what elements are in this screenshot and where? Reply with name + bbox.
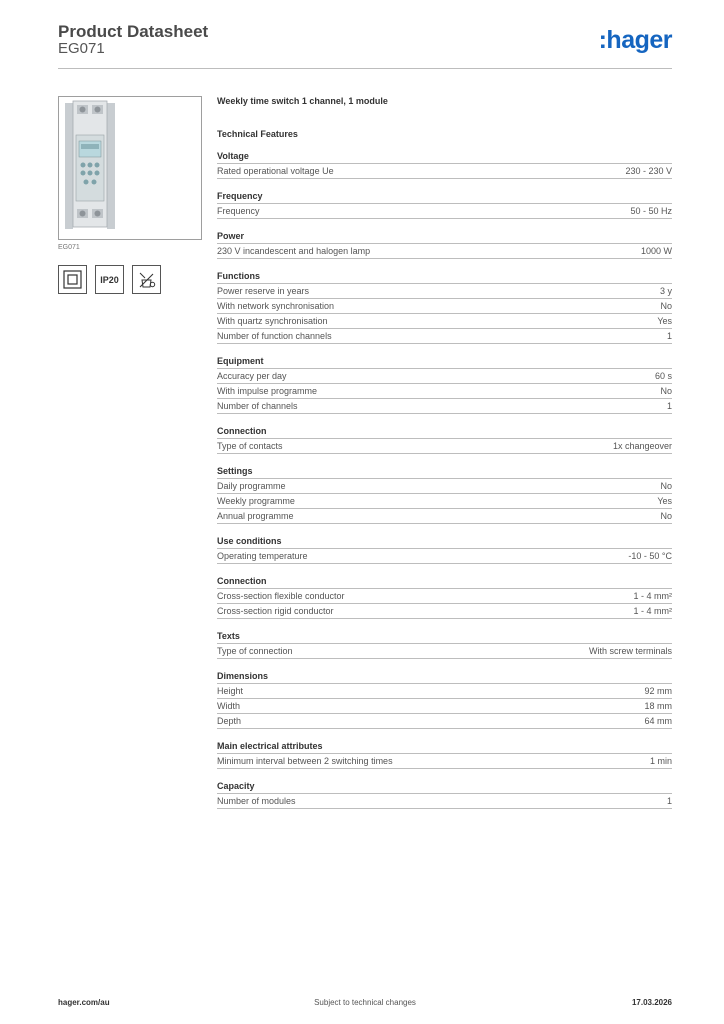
page-header [58, 20, 672, 69]
spec-row [217, 204, 672, 219]
spec-value: No [660, 386, 672, 396]
document-title: Product Datasheet [58, 22, 209, 41]
section-title: Frequency [217, 191, 672, 204]
spec-value: 1x changeover [612, 441, 672, 451]
technical-features-heading: Technical Features [217, 129, 298, 139]
spec-value: 92 mm [644, 686, 672, 696]
spec-value: 64 mm [644, 716, 672, 726]
spec-row [217, 314, 672, 329]
spec-label: Accuracy per day [217, 371, 287, 381]
spec-label: Cross-section flexible conductor [217, 591, 345, 601]
spec-label: Frequency [217, 206, 260, 216]
spec-label: 230 V incandescent and halogen lamp [217, 246, 371, 256]
time-switch-device-image [59, 97, 201, 239]
spec-row [217, 754, 672, 769]
spec-row [217, 329, 672, 344]
section-title: Settings [217, 466, 672, 479]
spec-row [217, 604, 672, 619]
section-title: Power [217, 231, 672, 244]
spec-value: 60 s [654, 371, 672, 381]
spec-row [217, 384, 672, 399]
spec-label: Power reserve in years [217, 286, 310, 296]
spec-row [217, 299, 672, 314]
spec-row [217, 509, 672, 524]
ip-rating-label: IP20 [100, 274, 119, 285]
spec-label: Depth [217, 716, 242, 726]
spec-row [217, 439, 672, 454]
spec-label: Width [217, 701, 241, 711]
section-title: Use conditions [217, 536, 672, 549]
spec-row [217, 494, 672, 509]
product-description: Weekly time switch 1 channel, 1 module [217, 96, 388, 106]
section-title: Connection [217, 576, 672, 589]
spec-row [217, 399, 672, 414]
spec-row [217, 589, 672, 604]
spec-row [217, 549, 672, 564]
spec-label: With network synchronisation [217, 301, 335, 311]
spec-value: 18 mm [644, 701, 672, 711]
spec-value: Yes [657, 316, 672, 326]
spec-label: Daily programme [217, 481, 286, 491]
spec-label: Type of connection [217, 646, 293, 656]
spec-value: 1 [666, 796, 672, 806]
spec-value: 1 - 4 mm² [633, 591, 672, 601]
footer-website: hager.com/au [58, 998, 110, 1007]
spec-value: 1 [666, 401, 672, 411]
double-insulation-icon [58, 265, 87, 294]
section-title: Voltage [217, 151, 672, 164]
spec-value: 1000 W [640, 246, 672, 256]
spec-value: With screw terminals [588, 646, 672, 656]
section-title: Capacity [217, 781, 672, 794]
spec-label: Annual programme [217, 511, 294, 521]
spec-row [217, 644, 672, 659]
section-title: Connection [217, 426, 672, 439]
spec-label: Number of channels [217, 401, 298, 411]
spec-label: With impulse programme [217, 386, 318, 396]
spec-row [217, 699, 672, 714]
spec-label: With quartz synchronisation [217, 316, 328, 326]
spec-label: Operating temperature [217, 551, 308, 561]
spec-value: 230 - 230 V [625, 166, 672, 176]
spec-label: Type of contacts [217, 441, 283, 451]
spec-label: Number of function channels [217, 331, 332, 341]
spec-label: Cross-section rigid conductor [217, 606, 334, 616]
spec-row [217, 794, 672, 809]
product-code: EG071 [58, 40, 105, 57]
spec-value: 1 [666, 331, 672, 341]
spec-label: Number of modules [217, 796, 296, 806]
spec-row [217, 284, 672, 299]
weee-disposal-icon [132, 265, 161, 294]
section-title: Functions [217, 271, 672, 284]
footer-date: 17.03.2026 [631, 998, 672, 1007]
datasheet-content [217, 90, 672, 809]
spec-value: 50 - 50 Hz [630, 206, 672, 216]
spec-value: 1 - 4 mm² [633, 606, 672, 616]
spec-label: Minimum interval between 2 switching times [217, 756, 393, 766]
spec-value: No [660, 481, 672, 491]
spec-value: Yes [657, 496, 672, 506]
spec-label: Rated operational voltage Ue [217, 166, 334, 176]
spec-label: Weekly programme [217, 496, 295, 506]
feature-sections [217, 151, 672, 809]
image-caption: EG071 [58, 244, 80, 251]
ip20-rating-icon [95, 265, 124, 294]
spec-label: Height [217, 686, 244, 696]
spec-row [217, 369, 672, 384]
spec-row [217, 244, 672, 259]
footer-notice: Subject to technical changes [314, 998, 416, 1007]
hager-logo: :hager [598, 26, 672, 54]
spec-value: 3 y [659, 286, 672, 296]
spec-row [217, 479, 672, 494]
section-title: Texts [217, 631, 672, 644]
section-title: Dimensions [217, 671, 672, 684]
spec-value: No [660, 301, 672, 311]
spec-value: -10 - 50 °C [628, 551, 672, 561]
product-image [58, 96, 202, 240]
spec-row [217, 684, 672, 699]
section-title: Equipment [217, 356, 672, 369]
spec-row [217, 164, 672, 179]
certification-icons [58, 265, 161, 294]
spec-value: No [660, 511, 672, 521]
section-title: Main electrical attributes [217, 741, 672, 754]
spec-row [217, 714, 672, 729]
spec-value: 1 min [649, 756, 672, 766]
